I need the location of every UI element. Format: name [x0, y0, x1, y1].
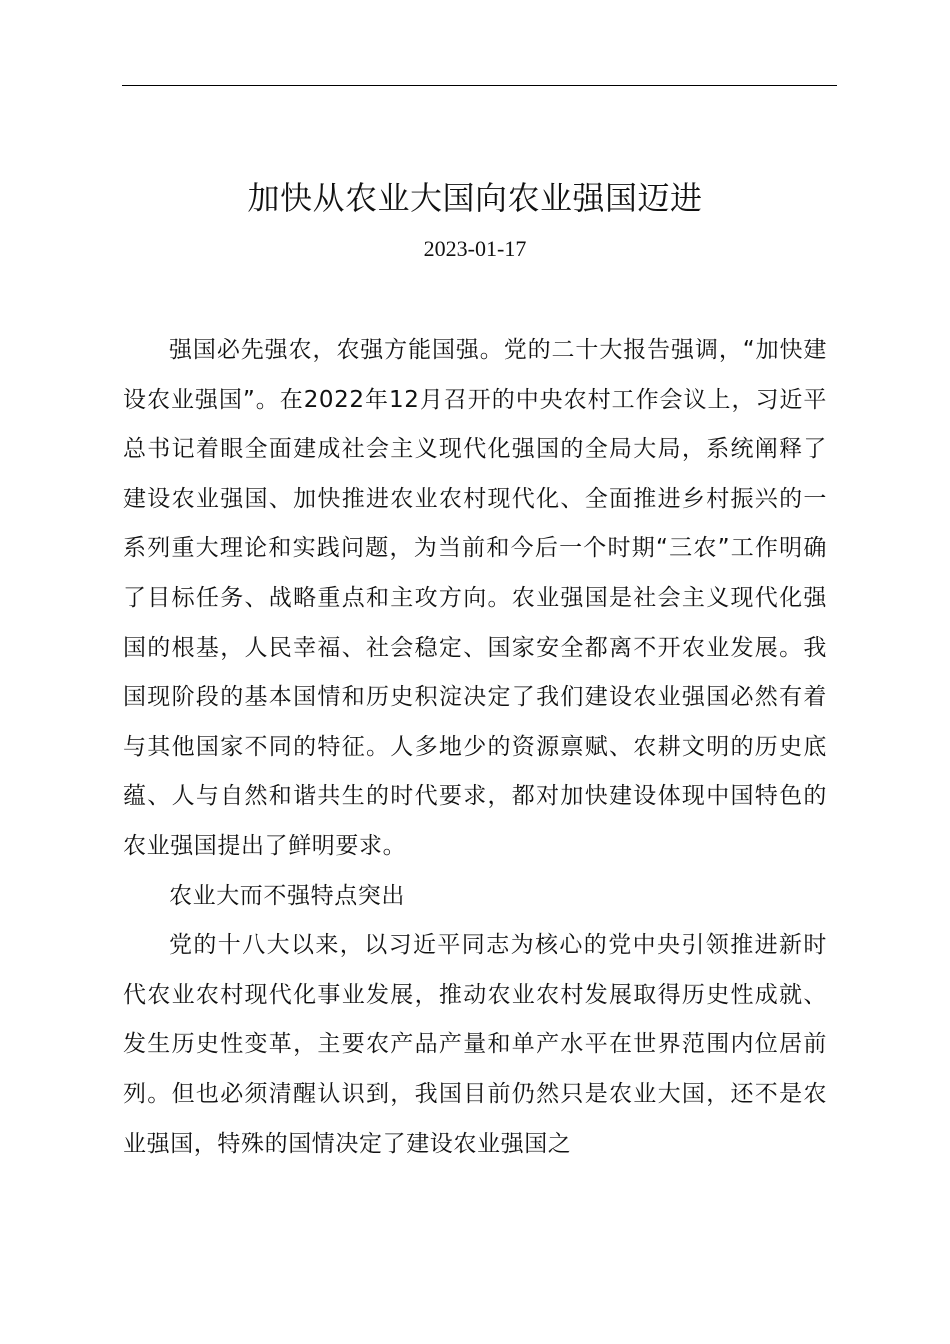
- section-subheading: 农业大而不强特点突出: [169, 882, 405, 909]
- header-rule: [122, 85, 837, 86]
- paragraph-intro: 强国必先强农，农强方能国强。党的二十大报告强调，“加快建设农业强国”。在2022年12月召开的中央农村工作会议上，习近平总书记着眼全面建成社会主义现代化强国的全局大局，系统阐释了建设农业强国、加快推进农业农村现代化、全面推进乡村振兴的一系列重大理论和实践问题，为当前和今后一个时期“三农”工作明确了目标任务、战略重点和主攻方向。农业强国是社会主义现代化强国的根基，人民幸福、社会稳定、国家安全都离不开农业发展。我国现阶段的基本国情和历史积淀决定了我们建设农业强国必然有着与其他国家不同的特征。人多地少的资源禀赋、农耕文明的历史底蕴、人与自然和谐共生的时代要求，都对加快建设体现中国特色的农业强国提出了鲜明要求。: [123, 337, 827, 859]
- document-date: 2023-01-17: [423, 236, 527, 261]
- paragraph-section-1: 党的十八大以来，以习近平同志为核心的党中央引领推进新时代农业农村现代化事业发展，推动农业农村发展取得历史性成就、发生历史性变革，主要农产品产量和单产水平在世界范围内位居前列。但也必须清醒认识到，我国目前仍然只是农业大国，还不是农业强国，特殊的国情决定了建设农业强国之: [123, 932, 827, 1157]
- article-body: [123, 326, 827, 1169]
- document-title: 加快从农业大国向农业强国迈进: [247, 179, 703, 217]
